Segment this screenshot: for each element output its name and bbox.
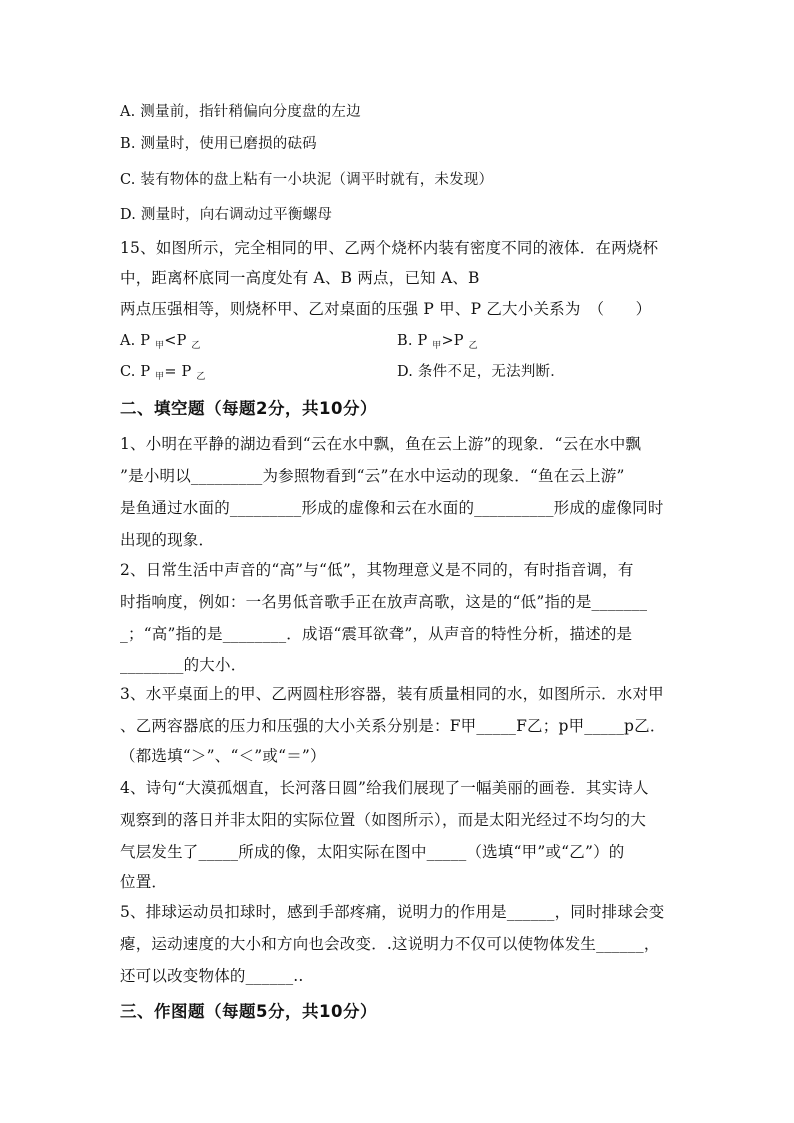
- section-2-heading: 二、填空题（每题2分，共10分）: [120, 399, 377, 418]
- s2-line: 位置．: [120, 873, 168, 891]
- s2-line: 1、小明在平静的湖边看到“云在水中飘，鱼在云上游”的现象．“云在水中飘: [120, 435, 642, 453]
- option-text: >P: [441, 333, 469, 349]
- q15-stem-line-1: 15、如图所示，完全相同的甲、乙两个烧杯内装有密度不同的液体．在两烧杯: [120, 239, 659, 257]
- s2-line: 瘪，运动速度的大小和方向也会改变．.这说明力不仅可以使物体发生______，: [120, 935, 660, 953]
- q15-option-b: [397, 331, 478, 356]
- subscript: 甲: [432, 341, 442, 351]
- s2-line: 还可以改变物体的______..: [120, 967, 304, 985]
- s2-line: 4、诗句“大漠孤烟直，长河落日圆”给我们展现了一幅美丽的画卷．其实诗人: [120, 779, 649, 797]
- s2-line: 5、排球运动员扣球时，感到手部疼痛，说明力的作用是______，同时排球会变: [120, 903, 665, 921]
- q15-option-d: D. 条件不足，无法判断．: [397, 364, 565, 380]
- option-text: = P: [164, 364, 197, 380]
- s2-line: （都选填“＞”、“＜”或“＝”）: [120, 747, 326, 765]
- s2-line: 出现的现象．: [120, 531, 215, 549]
- q14-option-d: D. 测量时，向右调动过平衡螺母: [120, 207, 333, 223]
- subscript: 甲: [155, 372, 165, 382]
- s2-line: 观察到的落日并非太阳的实际位置（如图所示），而是太阳光经过不均匀的大: [120, 811, 647, 829]
- option-text: <P: [164, 333, 192, 349]
- s2-line: 气层发生了_____所成的像，太阳实际在图中_____（选填“甲”或“乙”）的: [120, 843, 625, 861]
- q14-option-a: A. 测量前，指针稍偏向分度盘的左边: [120, 104, 361, 120]
- subscript: 乙: [191, 341, 201, 351]
- s2-line: 2、日常生活中声音的“高”与“低”，其物理意义是不同的，有时指音调，有: [120, 561, 634, 579]
- section-3-heading: 三、作图题（每题5分，共10分）: [120, 1002, 377, 1021]
- s2-line: 、乙两容器底的压力和压强的大小关系分别是：F甲_____F乙；p甲_____p乙．: [120, 717, 666, 735]
- subscript: 甲: [155, 341, 165, 351]
- q15-option-c: [120, 362, 206, 387]
- s2-line: ________的大小．: [120, 656, 247, 674]
- s2-line: 时指响度，例如：一名男低音歌手正在放声高歌，这是的“低”指的是_______: [120, 593, 648, 611]
- s2-line: ”是小明以_________为参照物看到“云”在水中运动的现象．“鱼在云上游”: [120, 467, 625, 485]
- q15-stem-line-2: 中，距离杯底同一高度处有 A、B 两点，已知 A、B: [120, 269, 480, 287]
- s2-line: 3、水平桌面上的甲、乙两圆柱形容器，装有质量相同的水，如图所示．水对甲: [120, 685, 664, 703]
- s2-line: _；“高”指的是________．成语“震耳欲聋”，从声音的特性分析，描述的是: [120, 625, 633, 643]
- q15-option-a: [120, 331, 201, 356]
- q14-option-c: C. 装有物体的盘上粘有一小块泥（调平时就有，未发现）: [120, 172, 494, 188]
- q14-option-b: B. 测量时，使用已磨损的砝码: [120, 136, 317, 152]
- option-text: A. P: [120, 333, 156, 349]
- q15-stem-line-3: 两点压强相等，则烧杯甲、乙对桌面的压强 P 甲、P 乙大小关系为 （ ）: [120, 300, 652, 318]
- subscript: 乙: [196, 372, 206, 382]
- subscript: 乙: [468, 341, 478, 351]
- s2-line: 是鱼通过水面的_________形成的虚像和云在水面的__________形成的虚像同时: [120, 499, 664, 517]
- option-text: C. P: [120, 364, 156, 380]
- option-text: B. P: [397, 333, 433, 349]
